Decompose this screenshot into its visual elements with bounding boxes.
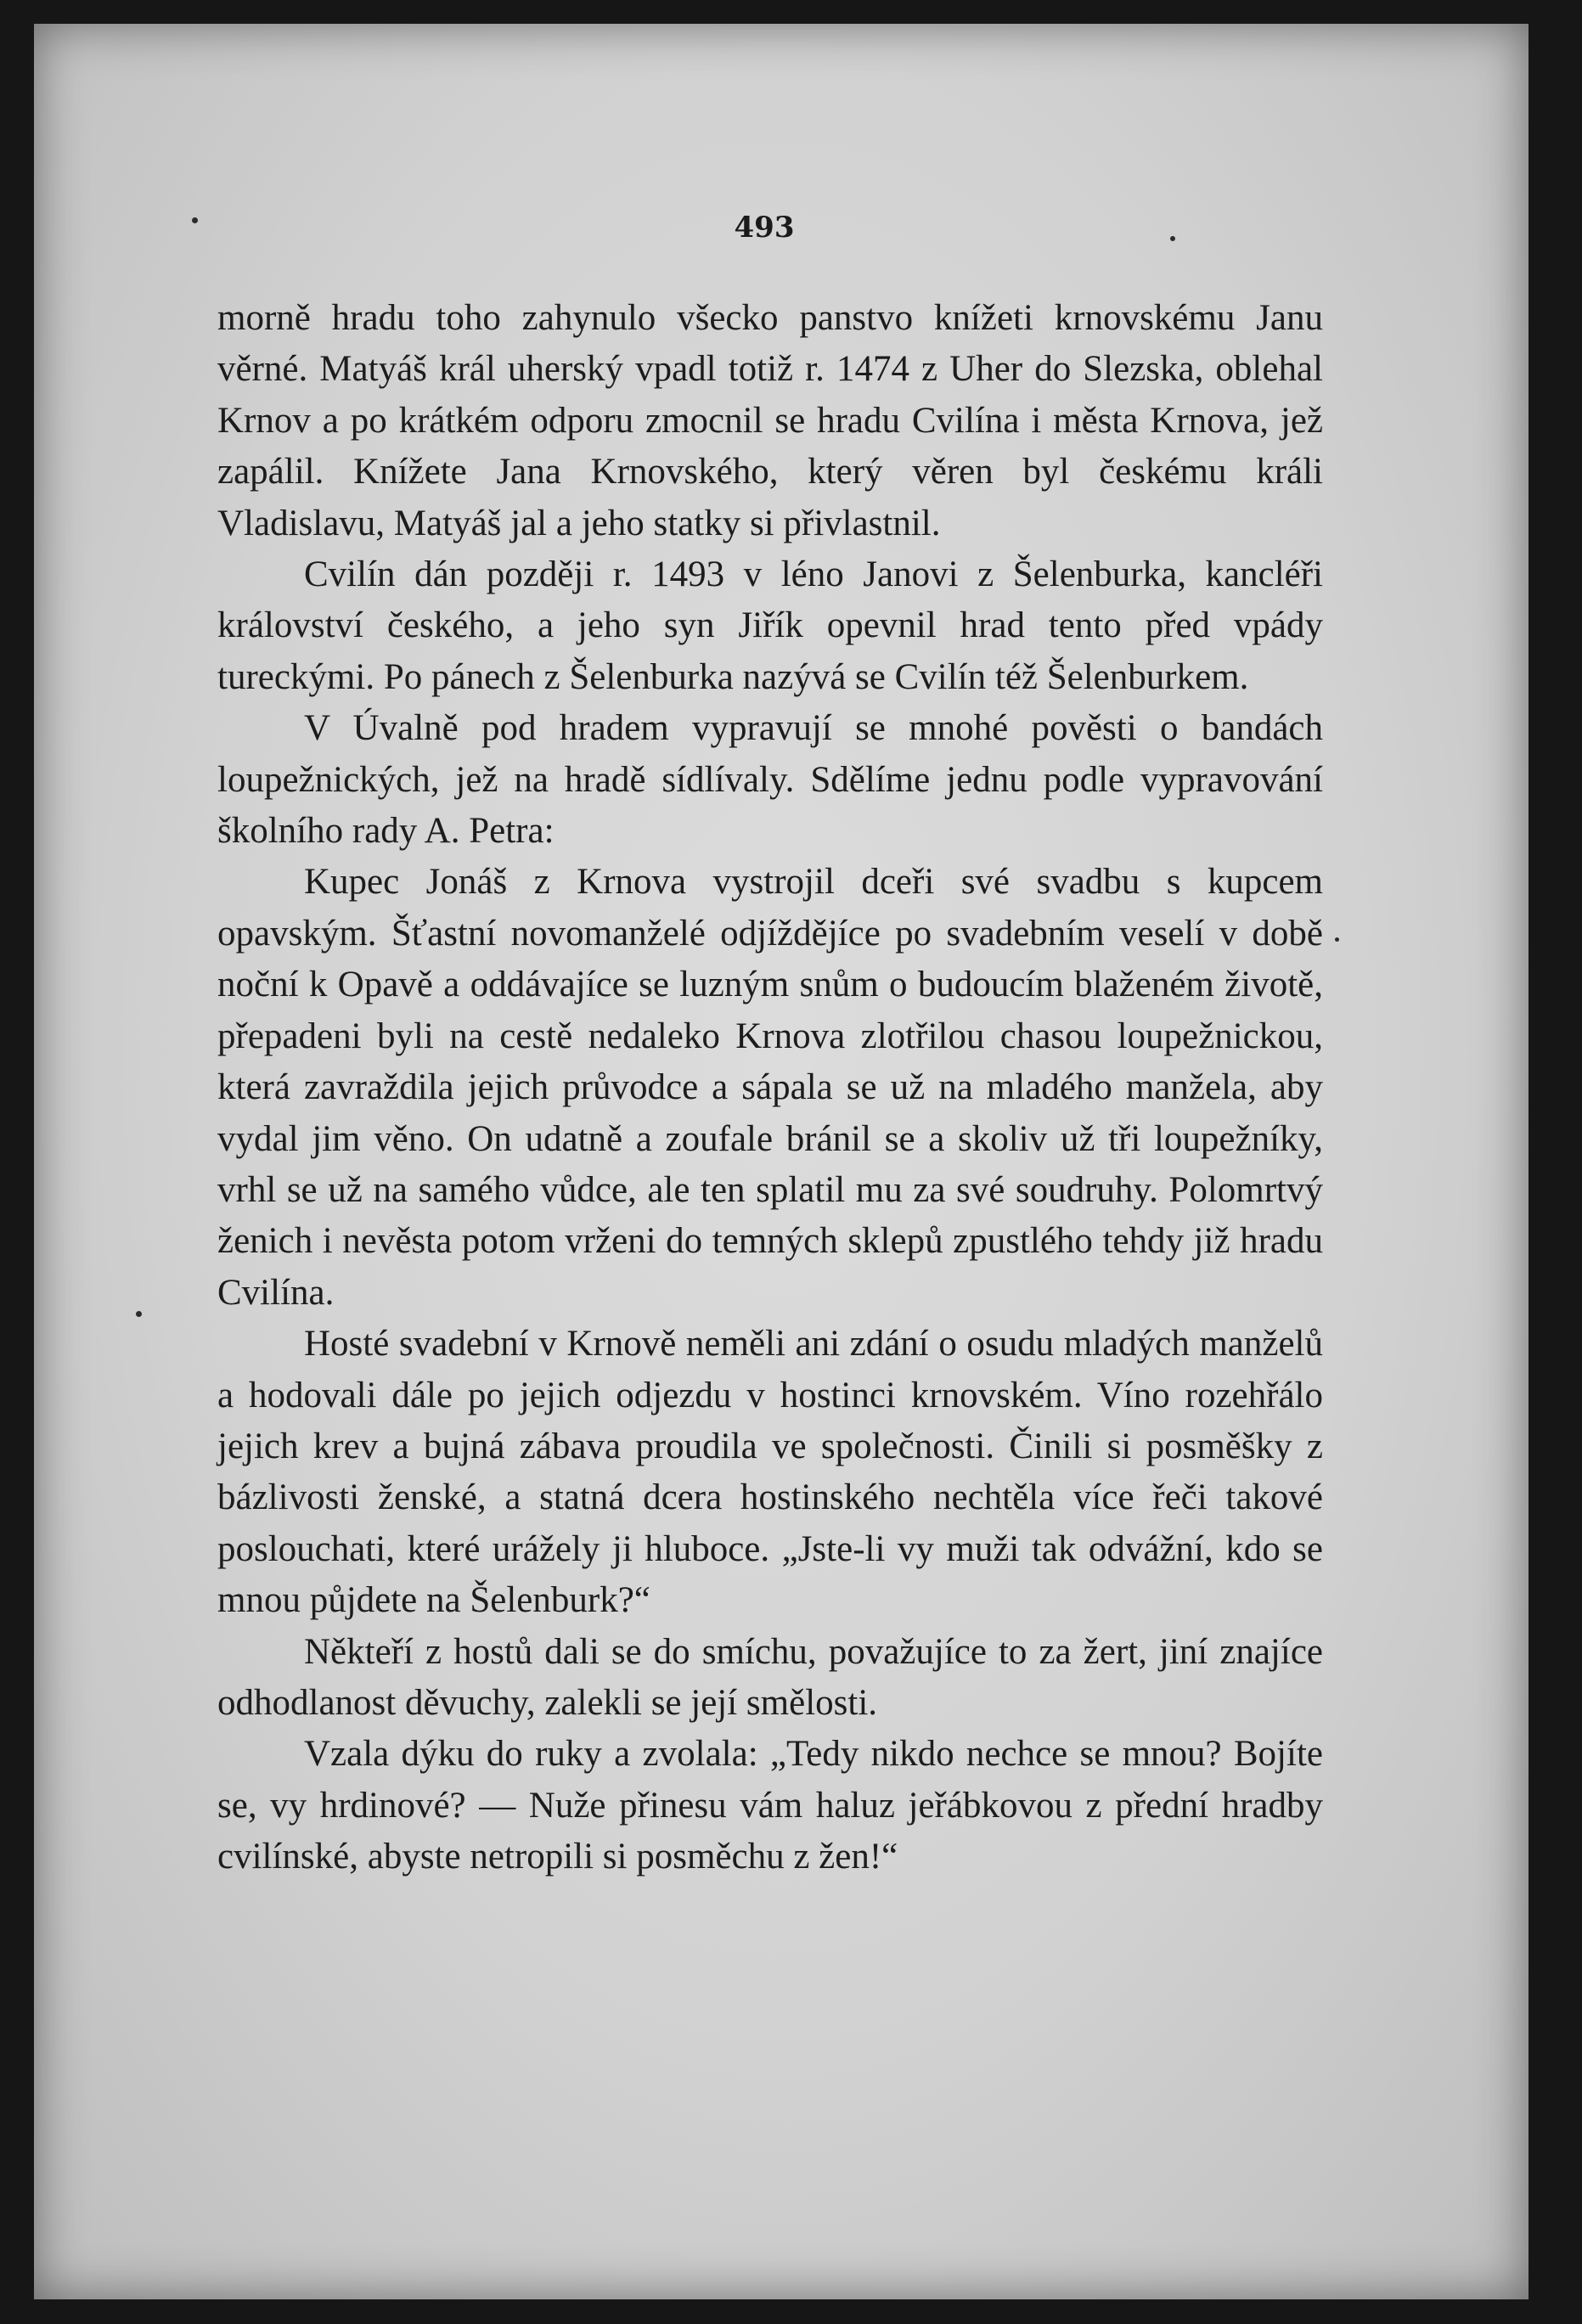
paragraph: Kupec Jonáš z Krnova vystrojil dceři své svadbu s kupcem opavským. Šťastní novomanželé odjíždějíce po svadebním veselí v době noční k Opavě a oddávajíce se luzným snům o budoucím blaženém životě, přepadeni byli na cestě nedaleko Krnova zlotřilou chasou loupežnickou, která zavraždila jejich průvodce a sápala se už na mladého manžela, aby vydal jim věno. On udatně a zoufale bránil se a skoliv už tři loupežníky, vrhl se už na samého vůdce, ale ten splatil mu za své soudruhy. Polomrtvý ženich i nevěsta potom vrženi do temných sklepů zpustlého tehdy již hradu Cvilína. [217, 862, 1323, 1313]
paragraph: V Úvalně pod hradem vypravují se mnohé pověsti o bandách loupežnických, jež na hradě sídlívaly. Sdělíme jednu podle vypravování školního rady A. Petra: [217, 708, 1323, 852]
paragraph: morně hradu toho zahynulo všecko panstvo knížeti krnovskému Janu věrné. Matyáš král uherský vpadl totiž r. 1474 z Uher do Slezska, oblehal Krnov a po krátkém odporu zmocnil se hradu Cvilína i města Krnova, jež zapálil. Knížete Jana Krnovského, který věren byl českému králi Vladislavu, Matyáš jal a jeho statky si přivlastnil. [217, 298, 1323, 543]
paragraph: Vzala dýku do ruky a zvolala: „Tedy nikdo nechce se mnou? Bojíte se, vy hrdinové? — Nuže přinesu vám haluz jeřábkovou z přední hradby cvilínské, abyste netropili si posměchu z žen!“ [217, 1734, 1323, 1877]
page-number: 493 [734, 211, 795, 245]
paragraph: Hosté svadební v Krnově neměli ani zdání o osudu mladých manželů a hodovali dále po jejich odjezdu v hostinci krnovském. Víno rozehřálo jejich krev a bujná zábava proudila ve společnosti. Činili si posměšky z bázlivosti ženské, a statná dcera hostinského nechtěla více řeči takové poslouchati, které urážely ji hluboce. „Jste-li vy muži tak odvážní, kdo se mnou půjdete na Šelenburk?“ [217, 1324, 1323, 1621]
body-text [217, 293, 1323, 1883]
paragraph: Cvilín dán později r. 1493 v léno Janovi z Šelenburka, kancléři království českého, a jeho syn Jiřík opevnil hrad tento před vpády tureckými. Po pánech z Šelenburka nazývá se Cvilín též Šelenburkem. [217, 554, 1323, 697]
dust-speck [1335, 937, 1339, 942]
dust-speck [136, 1311, 142, 1317]
paragraph: Někteří z hostů dali se do smíchu, považujíce to za žert, jiní znajíce odhodlanost děvuchy, zalekli se její smělosti. [217, 1631, 1323, 1723]
